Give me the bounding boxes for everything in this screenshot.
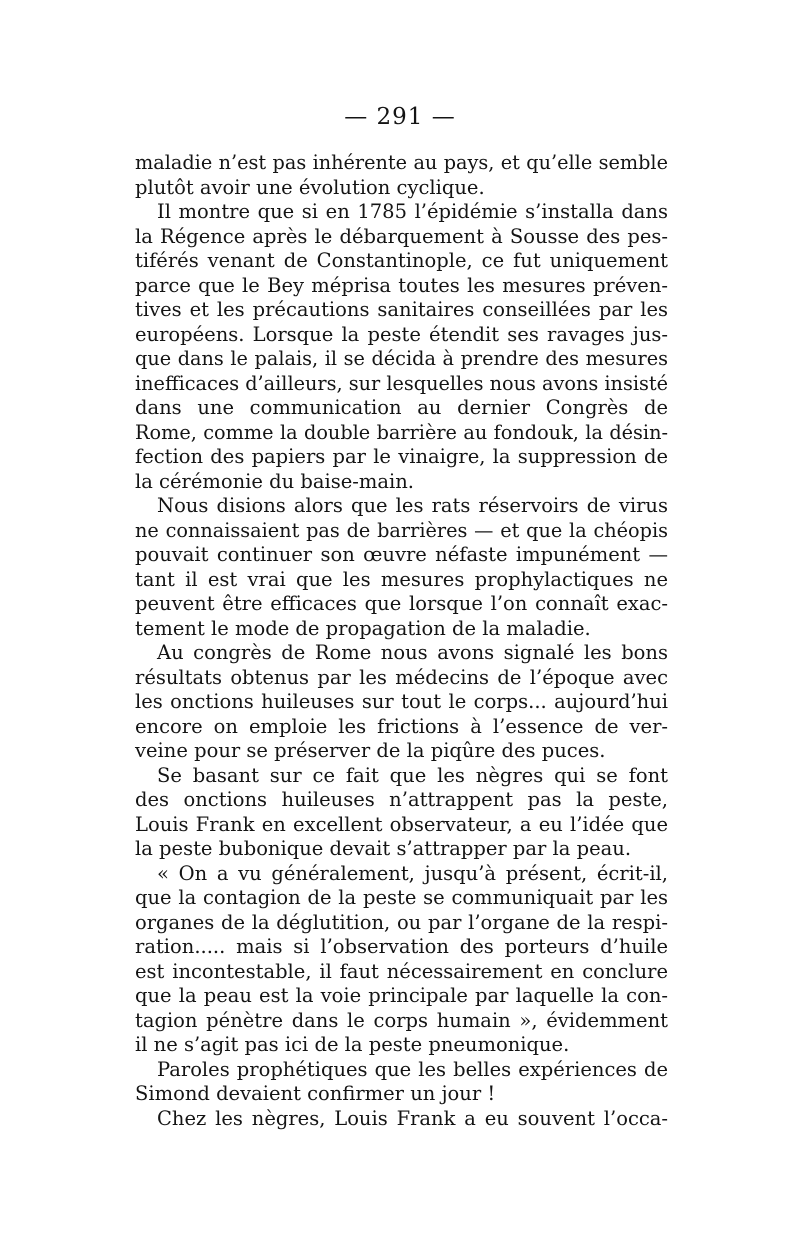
text-line: tant il est vrai que les mesures prophylactiques ne <box>135 567 668 591</box>
text-line: que la contagion de la peste se communiquait par les <box>135 886 668 909</box>
text-line: Se basant sur ce fait que les nègres qui se font <box>157 763 668 787</box>
text-line: tives et les précautions sanitaires conseillées par les <box>135 298 668 321</box>
text-line: encore on emploie les frictions à l’essence de ver- <box>135 714 668 738</box>
body-text <box>135 151 668 1131</box>
text-line: européens. Lorsque la peste étendit ses ravages jus- <box>135 322 668 346</box>
text-line: ration..... mais si l’observation des porteurs d’huile <box>135 935 668 958</box>
text-line: la Régence après le débarquement à Sousse des pes- <box>135 224 668 248</box>
text-line: ne connaissaient pas de barrières — et que la chéopis <box>135 518 668 542</box>
text-line: résultats obtenus par les médecins de l’époque avec <box>135 665 668 689</box>
text-line: dans une communication au dernier Congrès de <box>135 396 668 419</box>
text-line: plutôt avoir une évolution cyclique. <box>135 175 485 199</box>
text-line: que la peau est la voie principale par laquelle la con- <box>135 984 668 1007</box>
text-line: « On a vu généralement, jusqu’à présent, écrit-il, <box>157 861 668 885</box>
text-line: Nous disions alors que les rats réservoirs de virus <box>157 494 668 517</box>
text-line: des onctions huileuses n’attrappent pas la peste, <box>135 788 668 811</box>
text-line: que dans le palais, il se décida à prendre des mesures <box>135 347 668 370</box>
text-line: tiférés venant de Constantinople, ce fut uniquement <box>135 249 668 272</box>
text-line: tagion pénètre dans le corps humain », évidemment <box>135 1008 668 1032</box>
text-line: fection des papiers par le vinaigre, la suppression de <box>135 445 668 468</box>
text-line: la peste bubonique devait s’attrapper par la peau. <box>135 837 632 860</box>
text-line: Paroles prophétiques que les belles expériences de <box>157 1057 668 1081</box>
text-line: maladie n’est pas inhérente au pays, et qu’elle semble <box>135 151 668 174</box>
text-line: la cérémonie du baise-main. <box>135 469 414 493</box>
text-line: Rome, comme la double barrière au fondouk, la désin- <box>135 420 668 444</box>
text-line: est incontestable, il faut nécessairement en conclure <box>135 959 668 983</box>
page-number: — 291 — <box>344 104 456 130</box>
text-line: Il montre que si en 1785 l’épidémie s’installa dans <box>157 200 668 223</box>
text-line: pouvait continuer son œuvre néfaste impunément — <box>135 543 668 566</box>
text-line: organes de la déglutition, ou par l’organe de la respi- <box>135 910 668 934</box>
text-line: les onctions huileuses sur tout le corps... aujourd’hui <box>135 690 668 713</box>
text-line: tement le mode de propagation de la maladie. <box>135 616 591 640</box>
text-line: il ne s’agit pas ici de la peste pneumonique. <box>135 1033 570 1056</box>
text-line: Au congrès de Rome nous avons signalé les bons <box>157 641 668 664</box>
text-line: Louis Frank en excellent observateur, a eu l’idée que <box>135 812 668 836</box>
text-line: veine pour se préserver de la piqûre des puces. <box>135 739 606 762</box>
text-line: Chez les nègres, Louis Frank a eu souvent l’occa- <box>157 1106 668 1130</box>
text-line: inefficaces d’ailleurs, sur lesquelles nous avons insisté <box>135 371 668 395</box>
text-line: parce que le Bey méprisa toutes les mesures préven- <box>135 273 668 297</box>
text-line: peuvent être efficaces que lorsque l’on connaît exac- <box>135 592 668 615</box>
text-line: Simond devaient confirmer un jour ! <box>135 1082 496 1105</box>
